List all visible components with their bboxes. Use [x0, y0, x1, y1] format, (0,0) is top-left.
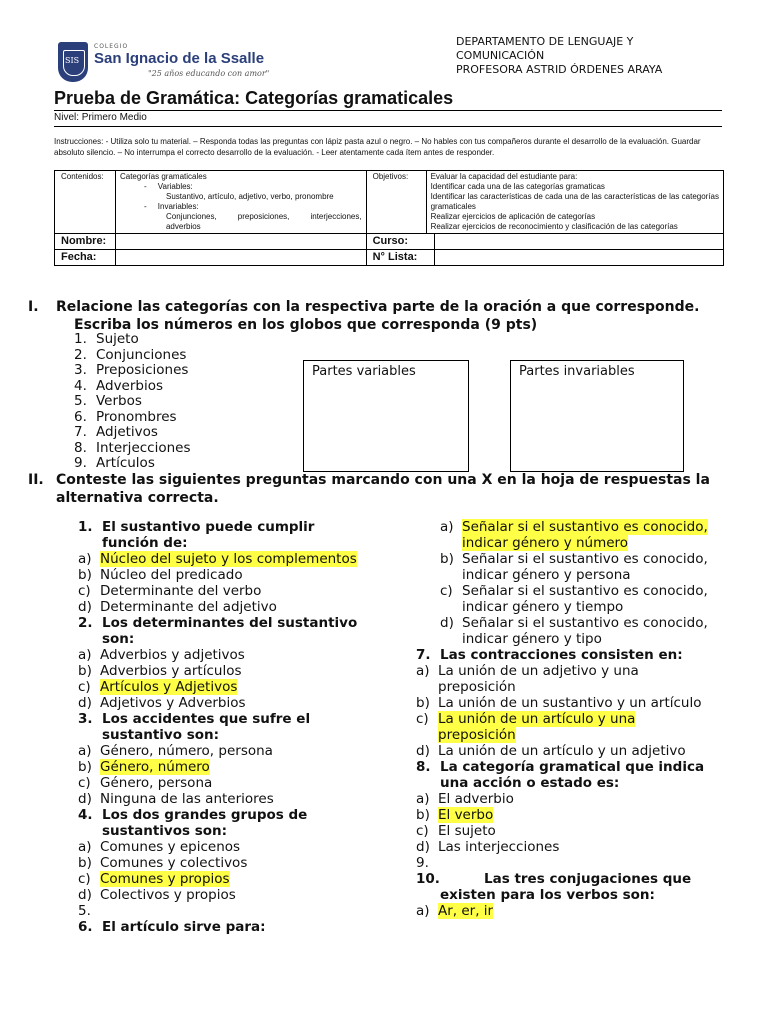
- logo-badge-text: SIS: [65, 56, 80, 65]
- item-label: Pronombres: [96, 408, 177, 425]
- option-text: Género, número, persona: [100, 743, 273, 759]
- list-item: [74, 348, 191, 364]
- option-6a[interactable]: [440, 519, 736, 551]
- question-4: [78, 807, 378, 839]
- name-field[interactable]: [115, 234, 366, 250]
- question-number: 2.: [78, 615, 93, 631]
- item-label: Adjetivos: [96, 424, 158, 440]
- option-letter: a): [78, 647, 92, 663]
- question-5: [78, 903, 378, 919]
- option-1b[interactable]: [78, 567, 378, 583]
- item-label: Artículos: [96, 455, 155, 471]
- option-7a[interactable]: [416, 663, 736, 695]
- list-item: [74, 441, 191, 457]
- department-line: DEPARTAMENTO DE LENGUAJE Y: [456, 35, 634, 48]
- department-info: [456, 35, 696, 77]
- invariable-parts-label: Partes invariables: [519, 364, 635, 379]
- list-item: [74, 394, 191, 410]
- option-letter: c): [416, 823, 429, 839]
- option-8c[interactable]: [416, 823, 736, 839]
- question-text: Las contracciones consisten en:: [440, 647, 683, 663]
- option-6c[interactable]: [440, 583, 736, 615]
- contents-cell: [115, 171, 366, 234]
- question-text: Las tres conjugaciones que: [484, 871, 692, 887]
- level-text: Nivel: Primero Medio: [54, 112, 147, 123]
- option-letter: b): [78, 663, 92, 679]
- instructions: Instrucciones: - Utiliza solo tu material. – Responda todas las preguntas con lápiz pasta azul o negro. – No hables con tus compañeros durante el desarrollo de la evaluación. Guardar absoluto silencio. – No interrumpa el correcto desarrollo de la evaluación. - Leer atentamente cada ítem antes de responder.: [54, 137, 701, 157]
- question-text: La categoría gramatical que indica: [440, 759, 705, 775]
- question-text: El artículo sirve para:: [102, 919, 266, 935]
- item-number: 6.: [74, 408, 87, 425]
- option-8a[interactable]: [416, 791, 736, 807]
- item-label: Preposiciones: [96, 362, 189, 378]
- question-number: 6.: [78, 919, 93, 935]
- list-item: [74, 425, 191, 441]
- item-number: 3.: [74, 362, 87, 378]
- option-3b[interactable]: [78, 759, 378, 775]
- shield-icon: [58, 42, 88, 82]
- option-letter: b): [78, 855, 92, 871]
- item-label: Interjecciones: [96, 439, 191, 456]
- variable-parts-box[interactable]: [303, 360, 469, 472]
- option-text: Señalar si el sustantivo es conocido,: [462, 551, 708, 567]
- question-number: 10.: [416, 871, 440, 887]
- option-letter: d): [78, 695, 92, 711]
- option-letter: c): [440, 583, 453, 599]
- list-number-label: N° Lista:: [366, 250, 434, 266]
- section-text: Conteste las siguientes preguntas marcando con una X en la hoja de respuestas la: [56, 472, 710, 488]
- option-1d[interactable]: [78, 599, 378, 615]
- logo-small-text: COLEGIO: [94, 43, 129, 50]
- option-letter: b): [416, 807, 430, 823]
- option-text: El adverbio: [438, 791, 514, 807]
- course-label: Curso:: [366, 234, 434, 250]
- item-number: 1.: [74, 331, 87, 347]
- option-text: Comunes y epicenos: [100, 839, 241, 855]
- level-divider: [54, 126, 722, 127]
- option-letter: a): [416, 663, 430, 679]
- table-row: [55, 234, 724, 250]
- objective-item: Identificar las características de cada una de las características de las categorías gramaticales: [430, 192, 719, 211]
- invariables-items-cont: adverbios: [165, 222, 201, 231]
- option-text: Adverbios y artículos: [100, 663, 242, 679]
- invariable-parts-box[interactable]: [510, 360, 684, 472]
- option-10a[interactable]: [416, 903, 736, 919]
- option-text: Las interjecciones: [438, 839, 560, 855]
- course-field[interactable]: [434, 234, 723, 250]
- option-text: Comunes y propios: [100, 871, 230, 887]
- option-letter: a): [416, 903, 430, 919]
- invariables-label: [120, 202, 362, 212]
- variables-label: [120, 182, 362, 192]
- question-number: 3.: [78, 711, 93, 727]
- option-text: indicar género y tipo: [462, 631, 602, 647]
- item-number: 8.: [74, 439, 87, 456]
- option-letter: a): [78, 839, 92, 855]
- teacher-line: PROFESORA ASTRID ÓRDENES ARAYA: [456, 63, 663, 76]
- option-text: Señalar si el sustantivo es conocido,: [462, 615, 708, 631]
- option-text: indicar género y persona: [462, 567, 631, 583]
- list-item: [74, 410, 191, 426]
- department-line: COMUNICACIÓN: [456, 49, 545, 62]
- option-7b[interactable]: [416, 695, 736, 711]
- option-text: La unión de un sustantivo y un artículo: [438, 695, 702, 711]
- school-logo: [54, 42, 284, 86]
- section-1-heading: [28, 299, 748, 333]
- item-label: Sujeto: [96, 331, 139, 347]
- option-3d[interactable]: [78, 791, 378, 807]
- option-letter: d): [78, 791, 92, 807]
- option-text: Determinante del adjetivo: [100, 599, 277, 615]
- question-10: [416, 871, 736, 887]
- option-letter: a): [440, 519, 454, 535]
- option-text: Determinante del verbo: [100, 583, 262, 599]
- table-row: [55, 171, 724, 234]
- questions-right-column: [416, 519, 736, 919]
- option-letter: d): [416, 839, 430, 855]
- option-text: indicar género y tiempo: [462, 599, 624, 615]
- option-text: Núcleo del predicado: [100, 567, 243, 583]
- section-2-heading: [28, 472, 748, 506]
- bullet-dash: -: [143, 202, 147, 211]
- question-text: existen para los verbos son:: [440, 887, 655, 903]
- list-item: [74, 456, 191, 472]
- section-text: Relacione las categorías con la respectiva parte de la oración a que corresponde.: [56, 299, 700, 315]
- option-text: Género, número: [100, 759, 210, 775]
- option-6b[interactable]: [440, 551, 736, 583]
- question-text: Los accidentes que sufre el sustantivo son:: [102, 711, 311, 743]
- objectives-label: Objetivos:: [366, 171, 426, 234]
- questions-left-column: [78, 519, 378, 935]
- option-text: indicar género y número: [462, 535, 629, 551]
- option-1a[interactable]: [78, 551, 378, 567]
- section-number: I.: [28, 299, 39, 315]
- contents-label: Contenidos:: [55, 171, 116, 234]
- option-7d[interactable]: [416, 743, 736, 759]
- option-letter: b): [78, 759, 92, 775]
- option-text: Señalar si el sustantivo es conocido,: [462, 519, 708, 535]
- item-number: 5.: [74, 393, 87, 409]
- option-text: Género, persona: [100, 775, 213, 791]
- option-text: Comunes y colectivos: [100, 855, 248, 871]
- option-text: Núcleo del sujeto y los complementos: [100, 551, 357, 567]
- question-number: 4.: [78, 807, 93, 823]
- question-number: 7.: [416, 647, 431, 663]
- question-6-options: [416, 519, 736, 647]
- question-number: 5.: [78, 903, 91, 919]
- content-objectives-table: [54, 170, 724, 266]
- question-text: Los dos grandes grupos de sustantivos son:: [102, 807, 308, 839]
- option-letter: b): [440, 551, 454, 567]
- invariables-items: Conjunciones, preposiciones, interjecciones,: [165, 212, 362, 221]
- page-title: Prueba de Gramática: Categorías gramaticales: [54, 88, 454, 108]
- variables-label-text: Variables:: [157, 182, 193, 191]
- option-letter: a): [416, 791, 430, 807]
- option-text: preposición: [438, 679, 516, 695]
- title-divider: [54, 110, 722, 111]
- option-4a[interactable]: [78, 839, 378, 855]
- option-letter: d): [78, 599, 92, 615]
- option-7c[interactable]: [416, 711, 736, 743]
- name-label: Nombre:: [55, 234, 116, 250]
- section-number: II.: [28, 472, 44, 488]
- option-8b[interactable]: [416, 807, 736, 823]
- categories-list: [74, 332, 191, 472]
- option-text: La unión de un artículo y una: [438, 711, 636, 727]
- option-letter: a): [78, 551, 92, 567]
- question-text: Los determinantes del sustantivo son:: [102, 615, 358, 647]
- invariables-label-text: Invariables:: [157, 202, 199, 211]
- variables-items: Sustantivo, artículo, adjetivo, verbo, pronombre: [165, 192, 334, 201]
- option-letter: d): [78, 887, 92, 903]
- item-label: Verbos: [96, 393, 142, 409]
- option-letter: c): [78, 775, 91, 791]
- table-row: [55, 250, 724, 266]
- question-number: 8.: [416, 759, 431, 775]
- option-text: El verbo: [438, 807, 494, 823]
- section-text: Escriba los números en los globos que corresponda (9 pts): [74, 317, 538, 333]
- option-text: preposición: [438, 727, 516, 743]
- option-letter: a): [78, 743, 92, 759]
- list-item: [74, 379, 191, 395]
- date-field[interactable]: [115, 250, 366, 266]
- question-1: [78, 519, 378, 551]
- logo-school-name: San Ignacio de la Ssalle: [94, 50, 265, 67]
- question-10-cont: [416, 887, 736, 903]
- item-label: Conjunciones: [96, 346, 187, 363]
- question-9: [416, 855, 736, 871]
- option-text: Adverbios y adjetivos: [100, 647, 245, 663]
- option-8d[interactable]: [416, 839, 736, 855]
- question-2: [78, 615, 378, 647]
- option-text: Colectivos y propios: [100, 887, 236, 903]
- option-text: Ar, er, ir: [438, 903, 494, 919]
- item-number: 2.: [74, 346, 87, 363]
- contents-heading: Categorías gramaticales: [119, 172, 207, 181]
- question-8: [416, 759, 736, 791]
- objective-item: Identificar cada una de las categorías gramaticas: [430, 182, 605, 191]
- option-text: Señalar si el sustantivo es conocido,: [462, 583, 708, 599]
- item-label: Adverbios: [96, 377, 164, 394]
- question-text: una acción o estado es:: [440, 775, 620, 791]
- bullet-dash: -: [143, 182, 147, 191]
- option-text: El sujeto: [438, 823, 496, 839]
- option-4b[interactable]: [78, 855, 378, 871]
- option-1c[interactable]: [78, 583, 378, 599]
- variable-parts-label: Partes variables: [312, 364, 416, 379]
- option-2b[interactable]: [78, 663, 378, 679]
- option-letter: b): [416, 695, 430, 711]
- option-3a[interactable]: [78, 743, 378, 759]
- option-2d[interactable]: [78, 695, 378, 711]
- question-3: [78, 711, 378, 743]
- question-number: 1.: [78, 519, 93, 535]
- option-letter: c): [78, 679, 91, 695]
- question-number: 9.: [416, 855, 429, 871]
- option-letter: c): [78, 583, 91, 599]
- logo-motto: "25 años educando con amor": [148, 69, 270, 78]
- question-7: [416, 647, 736, 663]
- option-text: Adjetivos y Adverbios: [100, 695, 246, 711]
- option-text: Artículos y Adjetivos: [100, 679, 238, 695]
- option-4d[interactable]: [78, 887, 378, 903]
- objective-item: Realizar ejercicios de reconocimiento y clasificación de las categorías: [430, 222, 678, 231]
- option-3c[interactable]: [78, 775, 378, 791]
- option-text: La unión de un artículo y un adjetivo: [438, 743, 686, 759]
- option-2c[interactable]: [78, 679, 378, 695]
- option-6d[interactable]: [440, 615, 736, 647]
- option-4c[interactable]: [78, 871, 378, 887]
- question-6: [78, 919, 378, 935]
- objective-item: Evaluar la capacidad del estudiante para:: [430, 172, 578, 181]
- option-letter: c): [78, 871, 91, 887]
- list-number-field[interactable]: [434, 250, 723, 266]
- option-letter: d): [416, 743, 430, 759]
- option-letter: b): [78, 567, 92, 583]
- option-2a[interactable]: [78, 647, 378, 663]
- objective-item: Realizar ejercicios de aplicación de categorías: [430, 212, 596, 221]
- list-item: [74, 332, 191, 348]
- item-number: 7.: [74, 424, 87, 440]
- question-text: El sustantivo puede cumplir función de:: [102, 519, 315, 551]
- item-number: 4.: [74, 377, 87, 394]
- list-item: [74, 363, 191, 379]
- item-number: 9.: [74, 455, 87, 471]
- date-label: Fecha:: [55, 250, 116, 266]
- option-text: La unión de un adjetivo y una: [438, 663, 639, 679]
- option-letter: c): [416, 711, 429, 727]
- option-letter: d): [440, 615, 454, 631]
- section-text: alternativa correcta.: [56, 490, 219, 506]
- objectives-cell: [426, 171, 723, 234]
- option-text: Ninguna de las anteriores: [100, 791, 274, 807]
